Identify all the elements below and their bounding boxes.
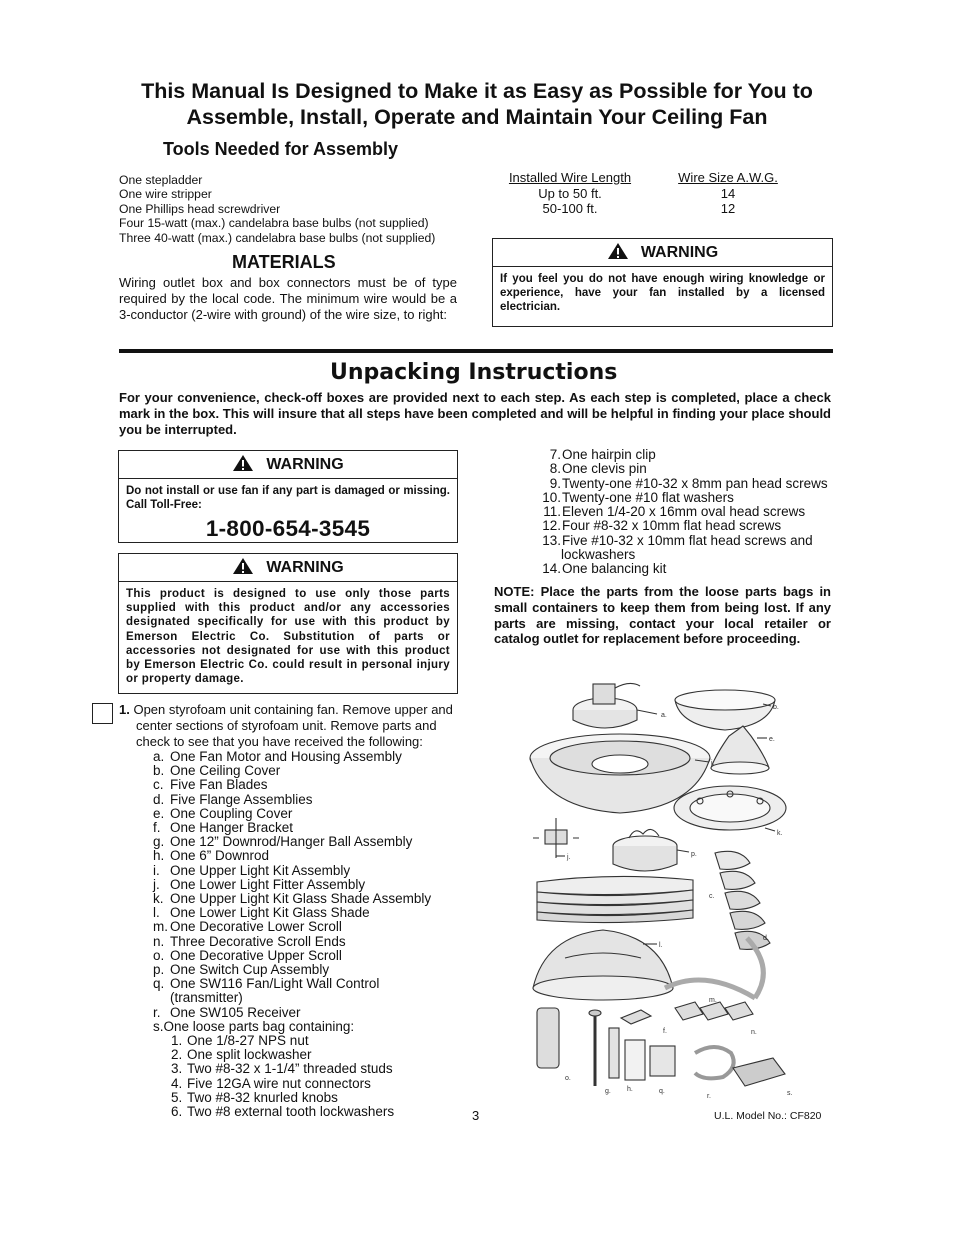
loose-parts-list [171,1034,394,1119]
wire-length-header: Installed Wire Length [508,170,632,185]
step-1 [119,702,457,750]
title-line-2: Assemble, Install, Operate and Maintain Your Ceiling Fan [186,105,768,129]
svg-text:j.: j. [567,854,571,861]
model-number: U.L. Model No.: CF820 [714,1110,822,1122]
svg-text:q.: q. [659,1088,665,1095]
list-item: n. Three Decorative Scroll Ends [153,933,346,949]
list-item: q. One SW116 Fan/Light Wall Control [153,976,380,992]
toll-free-phone: 1-800-654-3545 [205,516,371,542]
list-item: 9.Twenty-one #10-32 x 8mm pan head screws [549,475,828,491]
list-item: 12.Four #8-32 x 10mm flat head screws [542,518,782,534]
svg-text:d.: d. [763,935,769,942]
list-item: (transmitter) [170,990,243,1006]
tool-item: Three 40-watt (max.) candelabra base bulbs (not supplied) [119,230,436,245]
list-item: m. One Decorative Lower Scroll [153,919,342,935]
small-parts-illustration [537,1002,785,1086]
warning-box-damaged [118,450,458,543]
list-item: 14.One balancing kit [542,561,667,577]
table-row [497,186,813,202]
parts-illustration [525,668,835,1108]
warning-text: If you feel you do not have enough wiring knowledge or experience, have your fan installed by a licensed electrician. [500,273,825,314]
list-item: 8.One clevis pin [549,461,647,477]
section-divider [119,349,833,353]
list-item: h. One 6” Downrod [153,848,270,864]
list-item: 2. One split lockwasher [171,1047,312,1063]
list-item: 5. Two #8-32 knurled knobs [171,1089,338,1105]
svg-text:e.: e. [769,736,775,743]
list-item: c. Five Fan Blades [153,777,268,793]
svg-text:p.: p. [691,851,697,858]
warning-title: WARNING [640,244,719,261]
tools-list [119,173,435,245]
unpacking-heading: Unpacking Instructions [330,360,618,385]
svg-text:k.: k. [777,830,783,837]
note-text: NOTE: Place the parts from the loose parts bags in small containers to keep them from being lost. If any parts are missing, contact your local retailer or catalog outlet for replacement before proceeding. [494,584,831,647]
tool-item: One stepladder [119,173,203,187]
tool-item: One Phillips head screwdriver [119,201,281,216]
svg-text:f.: f. [663,1028,667,1035]
loose-bag-label: s.One loose parts bag containing: [153,1018,355,1034]
switch-cup-illustration [613,829,689,871]
warning-box-parts [118,553,458,694]
list-item: a. One Fan Motor and Housing Assembly [153,749,402,764]
svg-text:m.: m. [709,997,717,1004]
loose-parts-list-continued [535,448,828,577]
warning-text: Do not install or use fan if any part is damaged or missing. Call Toll-Free: [126,485,450,512]
wire-length-cell: 50-100 ft. [542,201,598,216]
upper-glass-shade-illustration [674,786,786,831]
tool-item: One wire stripper [119,187,212,202]
list-item: e. One Coupling Cover [153,805,293,821]
svg-text:s.: s. [787,1090,793,1097]
warning-triangle-icon [607,242,629,260]
list-item: 7.One hairpin clip [549,447,656,462]
table-row [497,201,813,217]
materials-heading: MATERIALS [232,252,336,272]
ceiling-cover-illustration [675,690,775,730]
page-title [80,78,874,130]
warning-title: WARNING [266,559,344,576]
list-item: r. One SW105 Receiver [153,1004,301,1020]
warning-header [119,554,457,582]
fan-blades-illustration [537,876,693,922]
list-item: j. One Lower Light Fitter Assembly [153,876,366,892]
svg-text:h.: h. [627,1086,633,1093]
svg-text:o.: o. [565,1075,571,1082]
list-item: l. One Lower Light Kit Glass Shade [153,905,370,921]
list-item: 6. Two #8 external tooth lockwashers [171,1104,395,1120]
svg-text:b.: b. [773,704,779,711]
fan-motor-illustration [573,683,657,728]
list-item: 4. Five 12GA wire nut connectors [171,1075,371,1091]
tools-heading: Tools Needed for Assembly [163,139,399,159]
svg-text:l.: l. [659,942,663,949]
svg-text:c.: c. [709,893,715,900]
list-item: 13.Five #10-32 x 10mm flat head screws and [542,532,813,548]
list-item: d. Five Flange Assemblies [153,791,313,807]
warning-triangle-icon [232,557,254,575]
list-item: o. One Decorative Upper Scroll [153,947,342,963]
unpacking-intro: For your convenience, check-off boxes are provided next to each step. As each step is completed, place a check mark in the box. This will insure that all steps have been completed and will be helpful in finding your place should you be interrupted. [119,390,831,437]
wire-size-cell: 14 [720,185,736,201]
list-item: 11.Eleven 1/4-20 x 16mm oval head screws [543,504,806,520]
list-item: b. One Ceiling Cover [153,763,281,779]
list-item: f. One Hanger Bracket [153,820,294,836]
warning-header [493,239,832,267]
wire-size-table [497,170,813,217]
step-text: Open styrofoam unit containing fan. Remove upper and center sections of styrofoam unit. Remove parts and check to see that you have received the following: [133,702,453,749]
warning-box-wiring [492,238,833,327]
svg-text:g.: g. [605,1088,611,1095]
coupling-cover-illustration [711,726,769,774]
wire-length-cell: Up to 50 ft. [538,185,602,201]
lower-glass-shade-illustration [533,930,673,1000]
materials-text: Wiring outlet box and box connectors must be of type required by the local code. The minimum wire would be a 3-conductor (2-wire with ground) of the wire size, to right: [119,275,457,322]
warning-triangle-icon [232,454,254,472]
step-number: 1. [119,702,130,717]
svg-text:r.: r. [707,1093,711,1100]
title-line-1: This Manual Is Designed to Make it as Easy as Possible for You to [141,79,813,103]
warning-header [119,451,457,479]
parts-list [153,750,431,1034]
svg-text:a.: a. [661,712,667,719]
wire-size-header: Wire Size A.W.G. [678,170,778,185]
wire-size-cell: 12 [720,201,736,216]
step-1-checkbox[interactable] [92,703,113,724]
lower-light-fitter-illustration [533,818,579,858]
list-item: 10.Twenty-one #10 flat washers [542,489,734,505]
list-item: i. One Upper Light Kit Assembly [153,862,351,878]
page-number: 3 [472,1108,480,1123]
warning-title: WARNING [266,456,344,473]
list-item: 1. One 1/8-27 NPS nut [171,1033,309,1048]
list-item: lockwashers [561,547,636,563]
list-item: p. One Switch Cup Assembly [153,962,330,978]
warning-text: This product is designed to use only those parts supplied with this product and/or any accessories designated specifically for use with this product by Emerson Electric Co. Substitution of parts or accessories not designated for use with this product by Emerson Electric Co. could result in personal injury or property damage. [126,588,450,686]
tool-item: Four 15-watt (max.) candelabra base bulbs (not supplied) [119,216,429,231]
list-item: k. One Upper Light Kit Glass Shade Assembly [153,891,432,907]
svg-text:n.: n. [751,1029,757,1036]
list-item: 3. Two #8-32 x 1-1/4” threaded studs [171,1061,393,1077]
flange-assemblies-illustration [715,851,770,949]
list-item: g. One 12” Downrod/Hanger Ball Assembly [153,834,413,850]
svg-text:i.: i. [711,760,715,767]
